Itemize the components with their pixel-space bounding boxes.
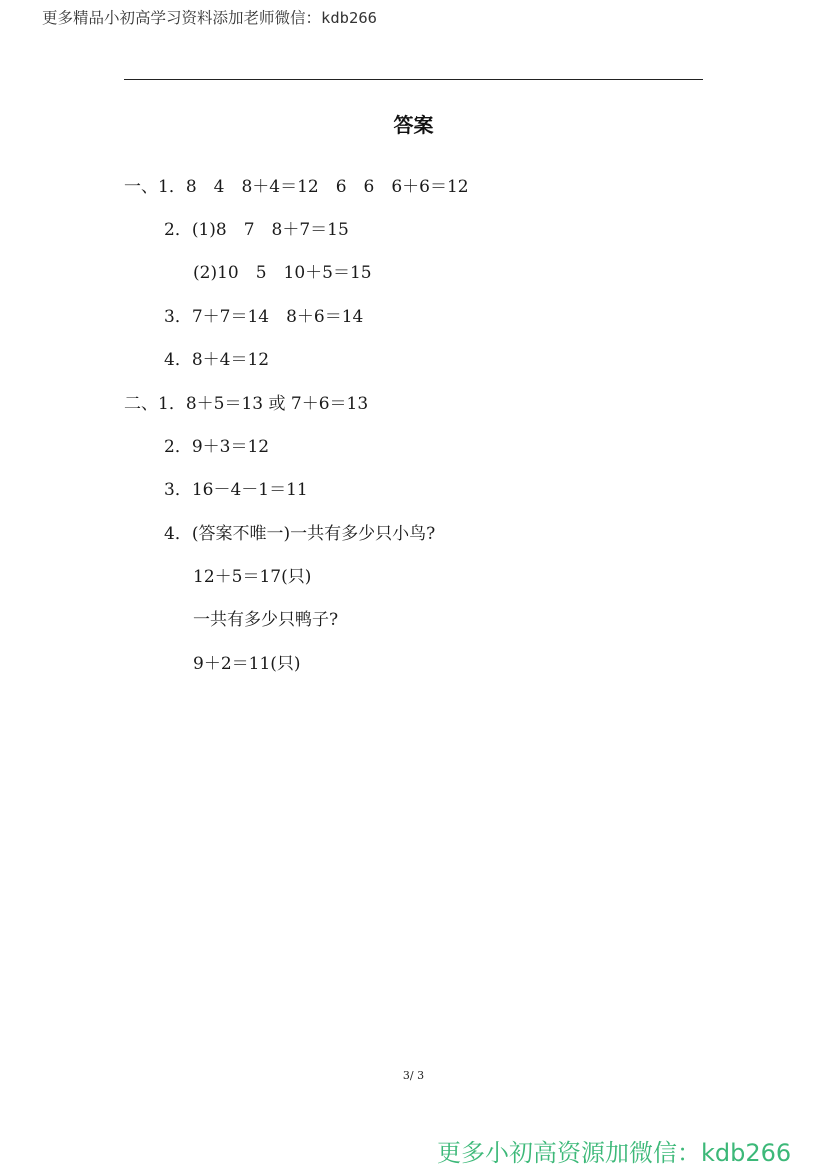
page-title: 答案 (393, 113, 434, 137)
answer-line-1-4: 4．8＋4＝12 (164, 350, 270, 370)
page-number: 3/ 3 (402, 1069, 425, 1082)
footer-watermark: 更多小初高资源加微信：kdb266 (437, 1139, 792, 1167)
answer-line-2-4b: 一共有多少只鸭子? (193, 610, 339, 630)
answer-line-1-1: 一、1．8 4 8＋4＝12 6 6 6＋6＝12 (124, 177, 469, 197)
answer-line-1-2a: 2．(1)8 7 8＋7＝15 (164, 220, 349, 240)
answer-line-1-2b: (2)10 5 10＋5＝15 (193, 263, 372, 283)
horizontal-rule (124, 79, 703, 80)
answer-line-2-4c: 9＋2＝11(只) (193, 654, 301, 674)
answer-line-2-2: 2．9＋3＝12 (164, 437, 270, 457)
answer-line-2-4a: 12＋5＝17(只) (193, 567, 312, 587)
answer-line-2-4: 4．(答案不唯一)一共有多少只小鸟? (164, 524, 436, 544)
answer-line-2-1: 二、1．8＋5＝13 或 7＋6＝13 (124, 394, 369, 414)
answer-line-1-3: 3．7＋7＝14 8＋6＝14 (164, 307, 364, 327)
answer-line-2-3: 3．16－4－1＝11 (164, 480, 308, 500)
header-watermark: 更多精品小初高学习资料添加老师微信：kdb266 (42, 9, 377, 27)
